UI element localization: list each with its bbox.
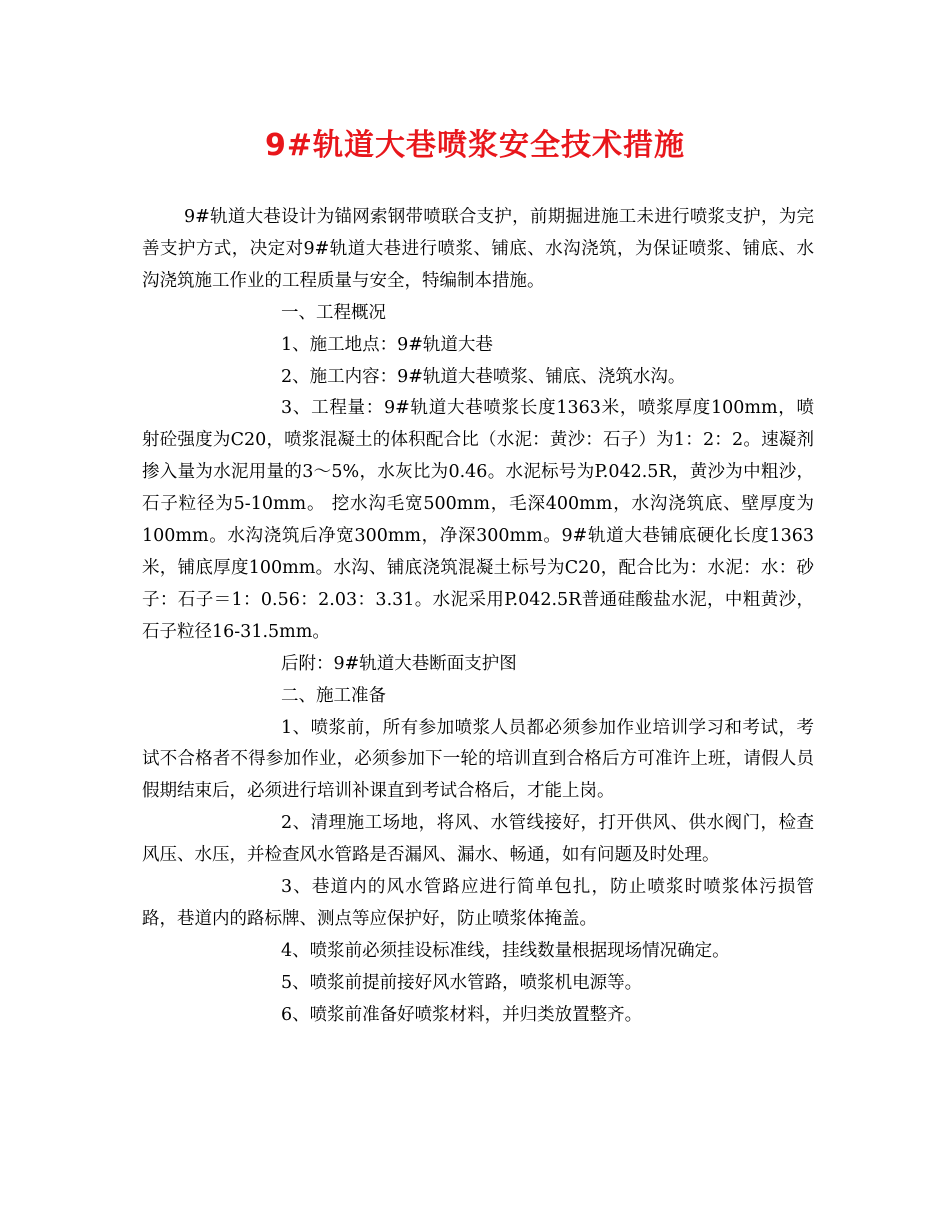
section-heading-preparation: 二、施工准备 — [281, 685, 386, 706]
paragraph-appendix: 后附：9#轨道大巷断面支护图 — [281, 653, 517, 674]
intro-paragraph: 9#轨道大巷设计为锚网索钢带喷联合支护，前期掘进施工未进行喷浆支护，为完善支护方式，决定对9#轨道大巷进行喷浆、铺底、水沟浇筑，为保证喷浆、铺底、水沟浇筑施工作业的工程质量与安全，特编制本措施。 — [142, 207, 814, 291]
paragraph-prep-4: 4、喷浆前必须挂设标准线，挂线数量根据现场情况确定。 — [281, 940, 730, 961]
document-title: 9#轨道大巷喷浆安全技术措施 — [264, 128, 685, 163]
section-heading-overview: 一、工程概况 — [281, 302, 386, 323]
paragraph-prep-3: 3、巷道内的风水管路应进行简单包扎，防止喷浆时喷浆体污损管路，巷道内的路标牌、测点等应保护好，防止喷浆体掩盖。 — [142, 877, 814, 929]
paragraph-prep-5: 5、喷浆前提前接好风水管路，喷浆机电源等。 — [281, 972, 643, 993]
paragraph-prep-2: 2、清理施工场地，将风、水管线接好，打开供风、供水阀门，检查风压、水压，并检查风水管路是否漏风、漏水、畅通，如有问题及时处理。 — [142, 813, 814, 866]
paragraph-location: 1、施工地点：9#轨道大巷 — [281, 334, 493, 355]
paragraph-content: 2、施工内容：9#轨道大巷喷浆、铺底、浇筑水沟。 — [281, 366, 686, 387]
document-body — [142, 202, 814, 1032]
paragraph-prep-1: 1、喷浆前，所有参加喷浆人员都必须参加作业培训学习和考试，考试不合格者不得参加作业，必须参加下一轮的培训直到合格后方可准许上班，请假人员假期结束后，必须进行培训补课直到考试合格后，才能上岗。 — [142, 717, 814, 802]
paragraph-quantity: 3、工程量：9#轨道大巷喷浆长度1363米，喷浆厚度100mm，喷射砼强度为C20，喷浆混凝土的体积配合比（水泥：黄沙：石子）为1：2：2。速凝剂掺入量为水泥用量的3～5%，水灰比为0.46。水泥标号为P.042.5R，黄沙为中粗沙，石子粒径为5-10mm。 挖水沟毛宽500mm，毛深400mm，水沟浇筑底、壁厚度为100mm。水沟浇筑后净宽300mm，净深300mm。9#轨道大巷铺底硬化长度1363米，铺底厚度100mm。水沟、铺底浇筑混凝土标号为C20，配合比为：水泥：水：砂子：石子＝1：0.56：2.03：3.31。水泥采用P.042.5R普通硅酸盐水泥，中粗黄沙，石子粒径16-31.5mm。 — [142, 398, 814, 642]
paragraph-prep-6: 6、喷浆前准备好喷浆材料，并归类放置整齐。 — [281, 1004, 643, 1025]
